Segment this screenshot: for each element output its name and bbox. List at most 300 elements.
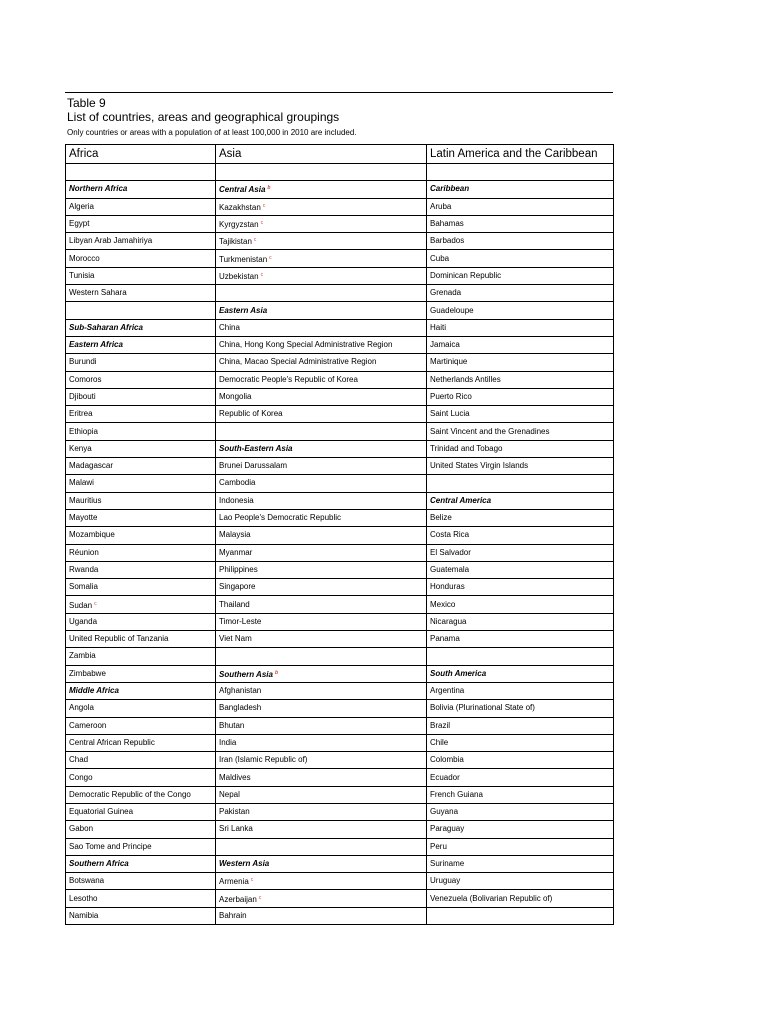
country-name: Congo: [69, 772, 93, 782]
country-cell: [216, 786, 427, 803]
country-cell: [216, 406, 427, 423]
country-cell: [66, 371, 216, 388]
country-cell: [66, 302, 216, 319]
region-heading-cell: [66, 319, 216, 336]
country-name: Venezuela (Bolivarian Republic of): [430, 893, 553, 903]
country-name: Réunion: [69, 547, 99, 557]
country-name: Thailand: [219, 599, 250, 609]
country-cell: [66, 873, 216, 890]
country-cell: [427, 786, 614, 803]
country-cell: [216, 769, 427, 786]
country-cell: [66, 803, 216, 820]
country-name: Namibia: [69, 910, 99, 920]
table-row: [66, 181, 614, 198]
country-cell: [427, 198, 614, 215]
country-name: Gabon: [69, 824, 94, 834]
country-cell: [427, 631, 614, 648]
country-name: Iran (Islamic Republic of): [219, 755, 308, 765]
country-cell: [216, 233, 427, 250]
region-name: Middle Africa: [69, 686, 119, 696]
country-name: Sudan: [69, 600, 93, 610]
country-name: Myanmar: [219, 547, 253, 557]
table-row: [66, 285, 614, 302]
country-name: Saint Vincent and the Grenadines: [430, 426, 550, 436]
table-row: [66, 648, 614, 665]
country-cell: [66, 423, 216, 440]
country-name: Democratic People's Republic of Korea: [219, 374, 358, 384]
country-cell: [66, 890, 216, 907]
country-name: Guatemala: [430, 564, 470, 574]
country-name: Uganda: [69, 616, 98, 626]
country-name: Central African Republic: [69, 737, 155, 747]
country-cell: [66, 596, 216, 613]
country-cell: [216, 250, 427, 267]
table-row: [66, 613, 614, 630]
region-heading-cell: [66, 682, 216, 699]
country-cell: [216, 458, 427, 475]
country-name: Colombia: [430, 755, 464, 765]
country-cell: [427, 164, 614, 181]
table-row: [66, 250, 614, 267]
country-name: Ecuador: [430, 772, 460, 782]
table-row: [66, 492, 614, 509]
country-cell: [427, 509, 614, 526]
country-cell: [216, 371, 427, 388]
table-row: [66, 752, 614, 769]
country-name: Saint Lucia: [430, 409, 470, 419]
country-cell: [66, 631, 216, 648]
country-cell: [427, 319, 614, 336]
country-name: Mexico: [430, 599, 456, 609]
country-cell: [427, 752, 614, 769]
country-name: Dominican Republic: [430, 270, 502, 280]
country-cell: [66, 752, 216, 769]
table-header: [65, 92, 613, 138]
country-cell: [216, 648, 427, 665]
table-row: [66, 302, 614, 319]
country-cell: [427, 233, 614, 250]
country-cell: [216, 164, 427, 181]
country-cell: [216, 354, 427, 371]
country-name: Bangladesh: [219, 703, 262, 713]
country-cell: [216, 890, 427, 907]
region-heading-cell: [216, 440, 427, 457]
country-cell: [216, 475, 427, 492]
country-name: Turkmenistan: [219, 254, 268, 264]
table-row: [66, 354, 614, 371]
country-cell: [216, 319, 427, 336]
country-name: Indonesia: [219, 495, 254, 505]
region-name: Eastern Africa: [69, 340, 123, 350]
country-cell: [427, 838, 614, 855]
country-name: Republic of Korea: [219, 409, 283, 419]
country-name: Timor-Leste: [219, 616, 262, 626]
country-name: Kenya: [69, 443, 92, 453]
footnote-marker: c: [253, 237, 257, 244]
country-cell: [66, 458, 216, 475]
country-name: Bolivia (Plurinational State of): [430, 703, 535, 713]
table-row: [66, 388, 614, 405]
country-cell: [66, 648, 216, 665]
country-name: Comoros: [69, 374, 102, 384]
country-name: Viet Nam: [219, 634, 252, 644]
region-name: Central Asia: [219, 185, 266, 195]
country-cell: [66, 475, 216, 492]
table-row: [66, 769, 614, 786]
country-cell: [66, 215, 216, 232]
country-name: French Guiana: [430, 789, 483, 799]
country-cell: [427, 458, 614, 475]
country-cell: [216, 596, 427, 613]
country-name: Ethiopia: [69, 426, 98, 436]
country-cell: [66, 613, 216, 630]
country-name: Algeria: [69, 201, 94, 211]
country-name: Mozambique: [69, 530, 115, 540]
table-row: [66, 803, 614, 820]
country-name: Nicaragua: [430, 616, 467, 626]
country-cell: [66, 267, 216, 284]
region-name: Southern Africa: [69, 859, 129, 869]
country-cell: [66, 406, 216, 423]
country-cell: [66, 285, 216, 302]
country-cell: [66, 198, 216, 215]
region-name: Southern Asia: [219, 669, 273, 679]
country-name: Singapore: [219, 582, 256, 592]
table-row: [66, 164, 614, 181]
table-row: [66, 544, 614, 561]
country-cell: [216, 873, 427, 890]
table-row: [66, 907, 614, 924]
footnote-marker: b: [267, 185, 271, 192]
column-header-asia: Asia: [216, 145, 427, 164]
table-row: [66, 475, 614, 492]
country-cell: [427, 890, 614, 907]
country-name: Eritrea: [69, 409, 93, 419]
country-cell: [427, 250, 614, 267]
country-cell: [66, 440, 216, 457]
country-name: Sri Lanka: [219, 824, 253, 834]
table-row: [66, 786, 614, 803]
table-title: List of countries, areas and geographical groupings: [67, 110, 340, 124]
country-cell: [427, 354, 614, 371]
country-name: Rwanda: [69, 564, 99, 574]
country-cell: [66, 164, 216, 181]
country-name: Armenia: [219, 877, 249, 887]
country-name: United Republic of Tanzania: [69, 634, 169, 644]
country-name: Lao People's Democratic Republic: [219, 513, 342, 523]
country-name: Suriname: [430, 859, 465, 869]
table-row: [66, 682, 614, 699]
country-cell: [427, 336, 614, 353]
region-heading-cell: [216, 855, 427, 872]
country-cell: [427, 855, 614, 872]
region-heading-cell: [66, 336, 216, 353]
country-cell: [427, 267, 614, 284]
region-heading-cell: [66, 181, 216, 198]
country-cell: [66, 769, 216, 786]
footnote-marker: c: [260, 271, 264, 278]
table-row: [66, 423, 614, 440]
table-row: [66, 665, 614, 682]
country-name: Costa Rica: [430, 530, 470, 540]
country-name: Zimbabwe: [69, 668, 106, 678]
country-cell: [66, 821, 216, 838]
country-name: Brazil: [430, 720, 451, 730]
country-cell: [66, 700, 216, 717]
country-name: Honduras: [430, 582, 465, 592]
country-name: Lesotho: [69, 893, 98, 903]
country-name: Mayotte: [69, 513, 98, 523]
country-name: Panama: [430, 634, 460, 644]
country-name: Netherlands Antilles: [430, 374, 501, 384]
country-name: Grenada: [430, 288, 462, 298]
country-name: Martinique: [430, 357, 468, 367]
table-note: Only countries or areas with a population of at least 100,000 in 2010 are included.: [67, 128, 357, 137]
country-cell: [216, 267, 427, 284]
country-cell: [427, 907, 614, 924]
country-cell: [427, 561, 614, 578]
table-row: [66, 509, 614, 526]
country-cell: [66, 354, 216, 371]
country-cell: [427, 215, 614, 232]
table-row: [66, 838, 614, 855]
country-name: Cambodia: [219, 478, 256, 488]
country-name: Western Sahara: [69, 288, 127, 298]
country-cell: [66, 509, 216, 526]
table-row: [66, 371, 614, 388]
table-row: [66, 336, 614, 353]
country-name: Equatorial Guinea: [69, 807, 134, 817]
country-cell: [66, 786, 216, 803]
country-cell: [427, 475, 614, 492]
country-name: Philippines: [219, 564, 258, 574]
country-name: Jamaica: [430, 340, 460, 350]
table-row: [66, 890, 614, 907]
country-name: Maldives: [219, 772, 251, 782]
country-cell: [216, 734, 427, 751]
region-name: South-Eastern Asia: [219, 443, 293, 453]
country-cell: [66, 544, 216, 561]
country-cell: [216, 285, 427, 302]
region-heading-cell: [216, 665, 427, 682]
country-cell: [427, 700, 614, 717]
country-name: China: [219, 322, 240, 332]
country-name: Chad: [69, 755, 89, 765]
country-cell: [427, 803, 614, 820]
country-cell: [216, 509, 427, 526]
country-cell: [66, 561, 216, 578]
country-cell: [216, 907, 427, 924]
table-row: [66, 873, 614, 890]
country-cell: [427, 302, 614, 319]
country-name: Barbados: [430, 236, 465, 246]
region-name: Western Asia: [219, 859, 270, 869]
country-name: Belize: [430, 513, 452, 523]
country-name: El Salvador: [430, 547, 471, 557]
country-name: Brunei Darussalam: [219, 461, 288, 471]
country-cell: [66, 250, 216, 267]
country-name: Puerto Rico: [430, 392, 472, 401]
country-cell: [427, 579, 614, 596]
country-name: India: [219, 737, 237, 747]
country-name: Pakistan: [219, 807, 250, 817]
country-name: Guyana: [430, 807, 459, 817]
country-cell: [427, 440, 614, 457]
table-row: [66, 855, 614, 872]
country-cell: [427, 613, 614, 630]
country-name: Uzbekistan: [219, 271, 259, 281]
country-cell: [216, 561, 427, 578]
country-cell: [216, 215, 427, 232]
country-cell: [216, 198, 427, 215]
column-header-latin-america: Latin America and the Caribbean: [427, 145, 614, 164]
country-cell: [66, 838, 216, 855]
table-row: [66, 458, 614, 475]
table-row: [66, 561, 614, 578]
country-cell: [66, 907, 216, 924]
country-name: Peru: [430, 841, 447, 851]
country-cell: [216, 388, 427, 405]
column-header-row: [66, 145, 614, 164]
country-name: Guadeloupe: [430, 305, 474, 315]
country-name: Azerbaijan: [219, 894, 257, 904]
region-heading-cell: [66, 855, 216, 872]
country-cell: [427, 648, 614, 665]
country-name: Kyrgyzstan: [219, 220, 259, 230]
country-cell: [427, 821, 614, 838]
country-name: Somalia: [69, 582, 98, 592]
country-table: [65, 144, 614, 925]
country-cell: [66, 527, 216, 544]
country-cell: [427, 734, 614, 751]
country-name: Mongolia: [219, 392, 252, 401]
table-row: [66, 406, 614, 423]
country-name: Egypt: [69, 219, 90, 229]
country-cell: [66, 233, 216, 250]
country-name: Aruba: [430, 201, 452, 211]
footnote-marker: c: [269, 254, 272, 261]
country-name: Bhutan: [219, 720, 245, 730]
country-cell: [427, 388, 614, 405]
country-name: Kazakhstan: [219, 202, 261, 212]
table-row: [66, 233, 614, 250]
country-name: Tajikistan: [219, 237, 252, 247]
region-heading-cell: [427, 181, 614, 198]
country-cell: [216, 752, 427, 769]
country-cell: [216, 700, 427, 717]
column-header-africa: Africa: [66, 145, 216, 164]
country-cell: [427, 682, 614, 699]
region-name: Eastern Asia: [219, 305, 268, 315]
country-cell: [427, 285, 614, 302]
footnote-marker: c: [258, 894, 262, 901]
country-name: Mauritius: [69, 495, 102, 505]
country-cell: [427, 423, 614, 440]
country-name: Bahrain: [219, 910, 247, 920]
country-cell: [427, 717, 614, 734]
country-cell: [216, 336, 427, 353]
country-cell: [216, 579, 427, 596]
country-name: Bahamas: [430, 219, 464, 229]
country-cell: [66, 579, 216, 596]
country-name: Afghanistan: [219, 686, 262, 696]
table-row: [66, 821, 614, 838]
country-cell: [66, 665, 216, 682]
country-name: Trinidad and Tobago: [430, 443, 503, 453]
country-name: Argentina: [430, 686, 465, 696]
country-name: Angola: [69, 703, 94, 713]
country-cell: [66, 717, 216, 734]
region-name: Caribbean: [430, 184, 470, 194]
country-name: Malaysia: [219, 530, 251, 540]
country-name: Uruguay: [430, 876, 461, 886]
country-name: Libyan Arab Jamahiriya: [69, 236, 153, 246]
region-heading-cell: [427, 492, 614, 509]
country-name: Morocco: [69, 253, 100, 263]
table-row: [66, 700, 614, 717]
country-cell: [216, 544, 427, 561]
footnote-marker: c: [262, 202, 266, 209]
footnote-marker: c: [94, 600, 97, 607]
table-row: [66, 198, 614, 215]
table-row: [66, 215, 614, 232]
table-row: [66, 631, 614, 648]
country-cell: [216, 838, 427, 855]
country-cell: [216, 682, 427, 699]
country-cell: [66, 388, 216, 405]
country-name: Haiti: [430, 322, 447, 332]
country-cell: [216, 803, 427, 820]
region-name: Northern Africa: [69, 184, 128, 194]
country-name: United States Virgin Islands: [430, 461, 529, 471]
footnote-marker: c: [250, 877, 254, 884]
region-name: Sub-Saharan Africa: [69, 322, 143, 332]
region-name: Central America: [430, 495, 492, 505]
country-name: Tunisia: [69, 270, 95, 280]
country-cell: [216, 423, 427, 440]
footnote-marker: c: [260, 220, 264, 227]
country-name: Botswana: [69, 876, 105, 886]
table-row: [66, 596, 614, 613]
country-name: Nepal: [219, 789, 240, 799]
country-cell: [66, 492, 216, 509]
country-name: Djibouti: [69, 392, 96, 401]
country-cell: [427, 544, 614, 561]
country-cell: [216, 527, 427, 544]
country-cell: [427, 769, 614, 786]
country-cell: [216, 613, 427, 630]
table-row: [66, 579, 614, 596]
country-name: Zambia: [69, 651, 96, 661]
country-cell: [216, 631, 427, 648]
country-name: Burundi: [69, 357, 97, 367]
country-cell: [216, 717, 427, 734]
country-name: Cuba: [430, 253, 450, 263]
region-heading-cell: [216, 181, 427, 198]
footnote-marker: b: [274, 669, 278, 676]
country-name: Cameroon: [69, 720, 107, 730]
table-row: [66, 267, 614, 284]
country-name: Paraguay: [430, 824, 465, 834]
table-row: [66, 319, 614, 336]
region-name: South America: [430, 668, 487, 678]
country-name: China, Macao Special Administrative Region: [219, 357, 377, 367]
country-cell: [66, 734, 216, 751]
country-cell: [216, 821, 427, 838]
country-cell: [427, 873, 614, 890]
country-cell: [427, 406, 614, 423]
table-number: Table 9: [67, 96, 106, 110]
